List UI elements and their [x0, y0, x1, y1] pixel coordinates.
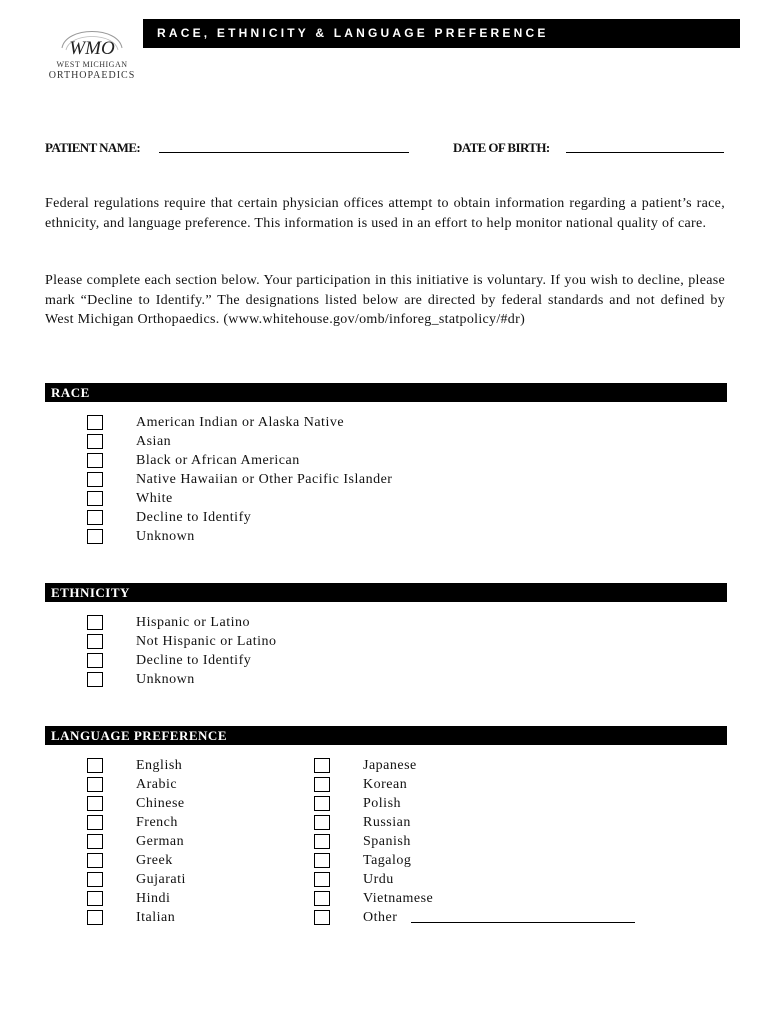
language-checkbox-english[interactable]: [87, 758, 103, 773]
intro-paragraph-1: Federal regulations require that certain physician offices attempt to obtain information regarding a patient’s race, ethnicity, and language preference. This information is used in an effort to help monitor national quality of care.: [45, 196, 725, 231]
language-option-label: Italian: [136, 910, 176, 925]
language-option-label: Arabic: [136, 777, 178, 792]
patient-name-field[interactable]: [159, 152, 409, 153]
language-checkbox-tagalog[interactable]: [314, 853, 330, 868]
ethnicity-option-label: Unknown: [136, 672, 195, 687]
race-checkbox-decline-to-identify[interactable]: [87, 510, 103, 525]
ethnicity-heading: ETHNICITY: [45, 583, 727, 602]
ethnicity-option-label: Decline to Identify: [136, 653, 252, 668]
race-heading: RACE: [45, 383, 727, 402]
language-checkbox-arabic[interactable]: [87, 777, 103, 792]
ethnicity-checkbox-decline-to-identify[interactable]: [87, 653, 103, 668]
ethnicity-checkbox-unknown[interactable]: [87, 672, 103, 687]
language-option-label: Hindi: [136, 891, 171, 906]
language-checkbox-french[interactable]: [87, 815, 103, 830]
language-checkbox-polish[interactable]: [314, 796, 330, 811]
race-option-label: Native Hawaiian or Other Pacific Islander: [136, 472, 393, 487]
race-option-label: Decline to Identify: [136, 510, 252, 525]
logo-initials: WMO: [69, 38, 115, 59]
language-checkbox-greek[interactable]: [87, 853, 103, 868]
race-checkbox-black-or-african-american[interactable]: [87, 453, 103, 468]
race-checkbox-native-hawaiian-or-other-pacific-islander[interactable]: [87, 472, 103, 487]
language-option-label: Other: [363, 910, 398, 925]
language-heading: LANGUAGE PREFERENCE: [45, 726, 727, 745]
ethnicity-checkbox-hispanic-or-latino[interactable]: [87, 615, 103, 630]
language-checkbox-gujarati[interactable]: [87, 872, 103, 887]
other-language-field[interactable]: [411, 922, 635, 923]
language-option-label: French: [136, 815, 178, 830]
language-checkbox-japanese[interactable]: [314, 758, 330, 773]
language-option-label: Spanish: [363, 834, 411, 849]
language-option-label: Greek: [136, 853, 173, 868]
patient-name-label: PATIENT NAME:: [45, 140, 141, 155]
race-option-label: Black or African American: [136, 453, 300, 468]
language-option-label: Polish: [363, 796, 402, 811]
ethnicity-checkbox-not-hispanic-or-latino[interactable]: [87, 634, 103, 649]
dob-label: DATE OF BIRTH:: [453, 140, 550, 155]
race-checkbox-asian[interactable]: [87, 434, 103, 449]
language-option-label: Gujarati: [136, 872, 186, 887]
language-checkbox-hindi[interactable]: [87, 891, 103, 906]
race-checkbox-unknown[interactable]: [87, 529, 103, 544]
language-checkbox-other[interactable]: [314, 910, 330, 925]
logo: [40, 22, 144, 84]
logo-line-1: WEST MICHIGAN: [56, 60, 128, 69]
logo-line-2: ORTHOPAEDICS: [48, 70, 136, 81]
language-option-label: Chinese: [136, 796, 185, 811]
race-option-label: White: [136, 491, 173, 506]
logo-mark-icon: [52, 22, 132, 62]
race-option-label: Unknown: [136, 529, 195, 544]
language-option-label: English: [136, 758, 183, 773]
ethnicity-option-label: Hispanic or Latino: [136, 615, 250, 630]
race-option-label: Asian: [136, 434, 172, 449]
form-title: RACE, ETHNICITY & LANGUAGE PREFERENCE: [143, 19, 740, 48]
language-checkbox-urdu[interactable]: [314, 872, 330, 887]
language-checkbox-italian[interactable]: [87, 910, 103, 925]
race-checkbox-american-indian-or-alaska-native[interactable]: [87, 415, 103, 430]
language-option-label: Tagalog: [363, 853, 412, 868]
intro-paragraph-2: Please complete each section below. Your participation in this initiative is voluntary. If you wish to decline, please mark “Decline to Identify.” The designations listed below are directed by federal standards and not defined by West Michigan Orthopaedics. (www.whitehouse.gov/omb/inforeg_statpolicy/#dr): [45, 273, 725, 327]
language-option-label: Russian: [363, 815, 411, 830]
language-option-label: Korean: [363, 777, 408, 792]
language-checkbox-chinese[interactable]: [87, 796, 103, 811]
language-option-label: German: [136, 834, 185, 849]
language-checkbox-korean[interactable]: [314, 777, 330, 792]
language-option-label: Japanese: [363, 758, 417, 773]
dob-field[interactable]: [566, 152, 724, 153]
language-option-label: Urdu: [363, 872, 394, 887]
language-checkbox-german[interactable]: [87, 834, 103, 849]
language-checkbox-russian[interactable]: [314, 815, 330, 830]
language-checkbox-vietnamese[interactable]: [314, 891, 330, 906]
race-checkbox-white[interactable]: [87, 491, 103, 506]
language-checkbox-spanish[interactable]: [314, 834, 330, 849]
language-option-label: Vietnamese: [363, 891, 434, 906]
ethnicity-option-label: Not Hispanic or Latino: [136, 634, 277, 649]
race-option-label: American Indian or Alaska Native: [136, 415, 345, 430]
